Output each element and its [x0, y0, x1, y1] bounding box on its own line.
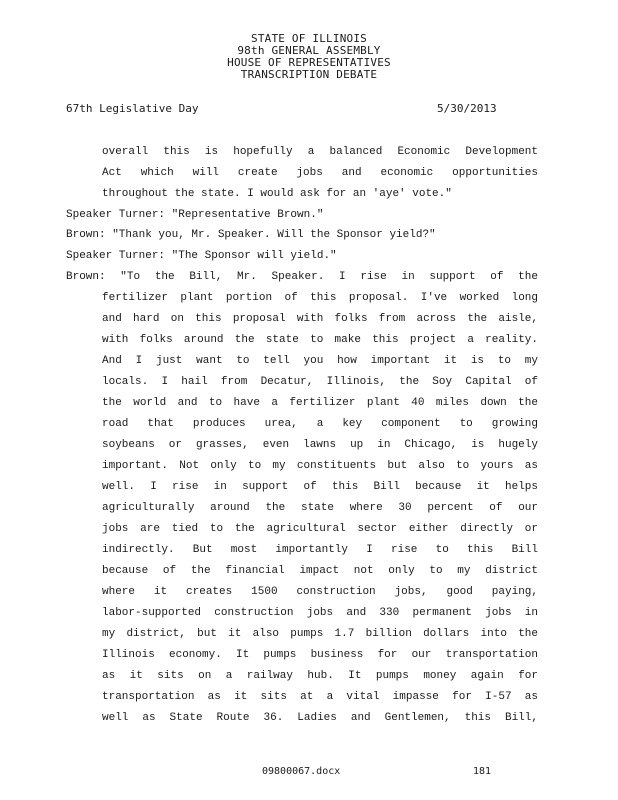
- transcript-line: indirectly. But most importantly I rise to this Bill: [102, 544, 538, 556]
- transcript-line: the world and to have a fertilizer plant 40 miles down the: [102, 397, 538, 409]
- footer-page-number: 181: [473, 766, 492, 777]
- transcript-line: Brown: "Thank you, Mr. Speaker. Will the Sponsor yield?": [66, 229, 436, 241]
- transcript-line: Speaker Turner: "The Sponsor will yield.": [66, 250, 337, 262]
- header-state: STATE OF ILLINOIS: [251, 32, 367, 45]
- transcript-line: where it creates 1500 construction jobs, good paying,: [102, 586, 538, 598]
- transcript-line: Speaker Turner: "Representative Brown.": [66, 209, 324, 221]
- transcript-line: throughout the state. I would ask for an 'aye' vote.": [102, 188, 452, 200]
- legislative-day: 67th Legislative Day: [66, 102, 199, 115]
- transcript-line: agriculturally around the state where 30 percent of our: [102, 502, 538, 514]
- transcript-line: and hard on this proposal with folks from across the aisle,: [102, 313, 538, 325]
- footer-file-name: 09800067.docx: [262, 766, 341, 777]
- header-house: HOUSE OF REPRESENTATIVES: [227, 56, 391, 69]
- session-date: 5/30/2013: [437, 102, 497, 115]
- transcript-line: well. I rise in support of this Bill because it helps: [102, 481, 538, 493]
- transcript-line: road that produces urea, a key component to growing: [102, 418, 538, 430]
- header-transcription: TRANSCRIPTION DEBATE: [240, 68, 378, 81]
- transcript-line: transportation as it sits at a vital impasse for I-57 as: [102, 691, 538, 703]
- transcript-line: because of the financial impact not only to my district: [102, 565, 538, 577]
- transcript-line: well as State Route 36. Ladies and Gentlemen, this Bill,: [102, 712, 538, 724]
- transcript-line: locals. I hail from Decatur, Illinois, the Soy Capital of: [102, 376, 538, 388]
- transcript-line: labor-supported construction jobs and 330 permanent jobs in: [102, 607, 538, 619]
- transcript-line: Illinois economy. It pumps business for our transportation: [102, 649, 538, 661]
- transcript-line: And I just want to tell you how important it is to my: [102, 355, 538, 367]
- transcript-line: fertilizer plant portion of this proposal. I've worked long: [102, 292, 538, 304]
- header-assembly: 98th GENERAL ASSEMBLY: [237, 44, 381, 57]
- transcript-line: important. Not only to my constituents but also to yours as: [102, 460, 538, 472]
- transcript-line: Brown: "To the Bill, Mr. Speaker. I rise in support of the: [66, 271, 538, 283]
- transcript-line: Act which will create jobs and economic opportunities: [102, 167, 538, 179]
- transcript-line: jobs are tied to the agricultural sector either directly or: [102, 523, 538, 535]
- transcript-line: with folks around the state to make this project a reality.: [102, 334, 538, 346]
- transcript-line: my district, but it also pumps 1.7 billion dollars into the: [102, 628, 538, 640]
- transcript-line: soybeans or grasses, even lawns up in Chicago, is hugely: [102, 439, 538, 451]
- transcript-line: overall this is hopefully a balanced Economic Development: [102, 146, 538, 158]
- transcript-line: as it sits on a railway hub. It pumps money again for: [102, 670, 538, 682]
